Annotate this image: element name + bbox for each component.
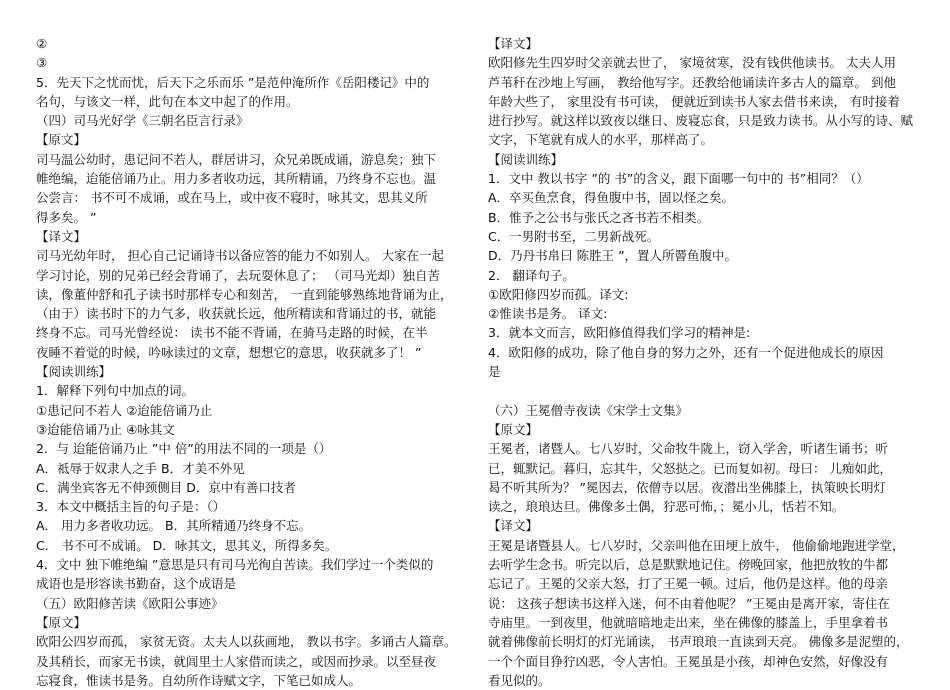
text-line: 得多矣。 ” (36, 209, 97, 225)
text-line: （六）王冕僧寺夜读《宋学士文集》 (488, 402, 689, 418)
text-line: 芦苇秆在沙地上写画， 教给他写字。还教给他诵读许多古人的篇章。 到他 (488, 74, 896, 90)
text-line: C．一男附书至，二男新战死。 (488, 228, 660, 244)
text-line: 寺庙里。一到夜里，他就暗暗地走出来，坐在佛像的膝盖上，手里拿着书 (488, 614, 889, 630)
text-line: 司马光幼年时， 担心自己记诵诗书以备应答的能力不如别人。 大家在一起 (36, 248, 444, 264)
text-line: C． 书不可不成诵。 D．咏其文，思其义，所得多矣。 (36, 537, 338, 553)
text-line: 帷绝编，迨能倍诵乃止。用力多者收功远，其所精诵，乃终身不忘也。温 (36, 171, 437, 187)
text-line: 2．与 迨能倍诵乃止 ”中 倍”的用法不同的一项是（） (36, 441, 332, 457)
text-line: 3．就本文而言，欧阳修值得我们学习的精神是: (488, 325, 751, 341)
text-line: 【原文】 (36, 132, 87, 148)
text-line: 欧阳修先生四岁时父亲就去世了， 家境贫寒，没有钱供他读书。 太夫人用 (488, 55, 896, 71)
text-line: 王冕是诸暨县人。七八岁时，父亲叫他在田埂上放牛， 他偷偷地跑进学堂， (488, 537, 905, 553)
text-line: ③迨能倍诵乃止 ④咏其文 (36, 421, 175, 437)
text-line: 读，像董仲舒和孔子读书时那样专心和刻苦， 一直到能够熟练地背诵为止， (36, 286, 453, 302)
text-line: （由于）读书时下的力气多，收获就长远，他所精读和背诵过的书，就能 (36, 306, 437, 322)
text-line: 王冕者，诸暨人。七八岁时，父命牧牛陇上，窃入学舍，听诸生诵书；听 (488, 441, 889, 457)
text-line: 司马温公幼时，患记问不若人，群居讲习，众兄弟既成诵，游息矣；独下 (36, 151, 437, 167)
text-line: A． 用力多者收功远。 B．其所精通乃终身不忘。 (36, 518, 312, 534)
text-line: 忘记了。王冕的父亲大怒，打了王冕一顿。过后，他仍是这样。他的母亲 (488, 576, 889, 592)
text-line: ③ (36, 55, 48, 71)
text-line: 夜睡不着觉的时候，吟咏读过的文章，想想它的意思，收获就多了！ ” (36, 344, 422, 360)
text-line: 【阅读训练】 (36, 364, 112, 380)
text-line: ② (36, 36, 48, 51)
text-line: 是 (488, 364, 501, 380)
text-line: 名句，与该文一样，此句在本文中起了的作用。 (36, 93, 299, 109)
text-line: A．卒买鱼烹食，得鱼腹中书，固以怪之矣。 (488, 190, 735, 206)
text-line: 成语也是形容读书勤奋，这个成语是 (36, 576, 237, 592)
text-line: B．惟予之公书与张氏之吝书若不相类。 (488, 209, 710, 225)
text-line: 【译文】 (488, 36, 539, 51)
text-line: 3．本文中概括主旨的句子是：（） (36, 499, 226, 515)
text-line: 4．欧阳修的成功，除了他自身的努力之外，还有一个促进他成长的原因 (488, 344, 884, 360)
text-line: A．祗辱于奴隶人之手 B．才美不外见 (36, 460, 245, 476)
text-line: D．乃丹书帛曰 陈胜王 ”，置人所罾鱼腹中。 (488, 248, 738, 264)
text-line: 【阅读训练】 (488, 151, 564, 167)
text-line: 【译文】 (488, 518, 539, 534)
text-line: 1．文中 教以书字 ”的 书”的含义，跟下面哪一句中的 书”相同？（） (488, 171, 869, 187)
text-line: 【译文】 (36, 228, 87, 244)
text-line: 欧阳公四岁而孤， 家贫无资。太夫人以荻画地， 教以书字。多诵古人篇章。 (36, 634, 457, 650)
text-line: 【原文】 (36, 614, 87, 630)
text-line: ②惟读书是务。 译文: (488, 306, 608, 322)
text-line: 公尝言： 书不可不成诵，或在马上，或中夜不寝时，咏其文，思其义所 (36, 190, 428, 206)
text-line: 已，辄默记。暮归，忘其牛，父怒挞之。已而复如初。母曰： 儿痴如此， (488, 460, 892, 476)
left-column (36, 34, 476, 690)
text-line: ①欧阳修四岁而孤。译文: (488, 286, 629, 302)
text-line: 学习讨论，别的兄弟已经会背诵了，去玩耍休息了； （司马光却）独自苦 (36, 267, 440, 283)
text-line: 一个个面目狰狞凶恶，令人害怕。王冕虽是小孩，却神色安然，好像没有 (488, 653, 889, 669)
text-line: 去听学生念书。听完以后，总是默默地记住。傍晚回家，他把放牧的牛都 (488, 557, 889, 573)
text-line: 文字，下笔就有成人的水平，那样高了。 (488, 132, 714, 148)
text-line: 看见似的。 (488, 672, 551, 688)
text-line: 读之，琅琅达旦。佛像多土偶，狞恶可怖，；冕小儿，恬若不知。 (488, 499, 845, 515)
text-line: 说： 这孩子想读书这样入迷，何不由着他呢？ ”王冕由是离开家，寄住在 (488, 595, 890, 611)
text-line: 4．文中 独下帷绝编 ”意思是只有司马光徇自苦读。我们学过一个类似的 (36, 557, 434, 573)
text-line: 进行抄写。就这样以致夜以继日、废寝忘食，只是致力读书。从小写的诗、赋 (488, 113, 914, 129)
text-line: 忘寝食，惟读书是务。自幼所作诗赋文字，下笔已如成人。 (36, 672, 362, 688)
text-line: 1．解释下列句中加点的词。 (36, 383, 194, 399)
text-line: 曷不听其所为？ ”冕因去，依僧寺以居。夜潜出坐佛膝上，执策映长明灯 (488, 479, 886, 495)
text-line: 5．先天下之忧而忧，后天下之乐而乐 ”是范仲淹所作《岳阳楼记》中的 (36, 74, 430, 90)
text-line: （五）欧阳修苦读《欧阳公事迹》 (36, 595, 224, 611)
text-line: 年龄大些了， 家里没有书可读， 便就近到读书人家去借书来读， 有时接着 (488, 93, 900, 109)
text-line: 及其稍长，而家无书读，就闾里士人家借而读之，或因而抄录。以至昼夜 (36, 653, 437, 669)
text-line: 【原文】 (488, 421, 539, 437)
text-line: 2． 翻译句子。 (488, 267, 575, 283)
text-line (488, 381, 928, 400)
text-line: C．满坐宾客无不伸颈侧目 D．京中有善口技者 (36, 479, 296, 495)
text-line: 就着佛像前长明灯的灯光诵读， 书声琅琅一直读到天亮。 佛像多是泥塑的， (488, 634, 909, 650)
right-column (488, 34, 928, 690)
text-line: （四）司马光好学《三朝名臣言行录》 (36, 113, 249, 129)
text-line: 终身不忘。司马光曾经说： 读书不能不背诵，在骑马走路的时候，在半 (36, 325, 428, 341)
text-line: ①患记问不若人 ②迨能倍诵乃止 (36, 402, 213, 418)
